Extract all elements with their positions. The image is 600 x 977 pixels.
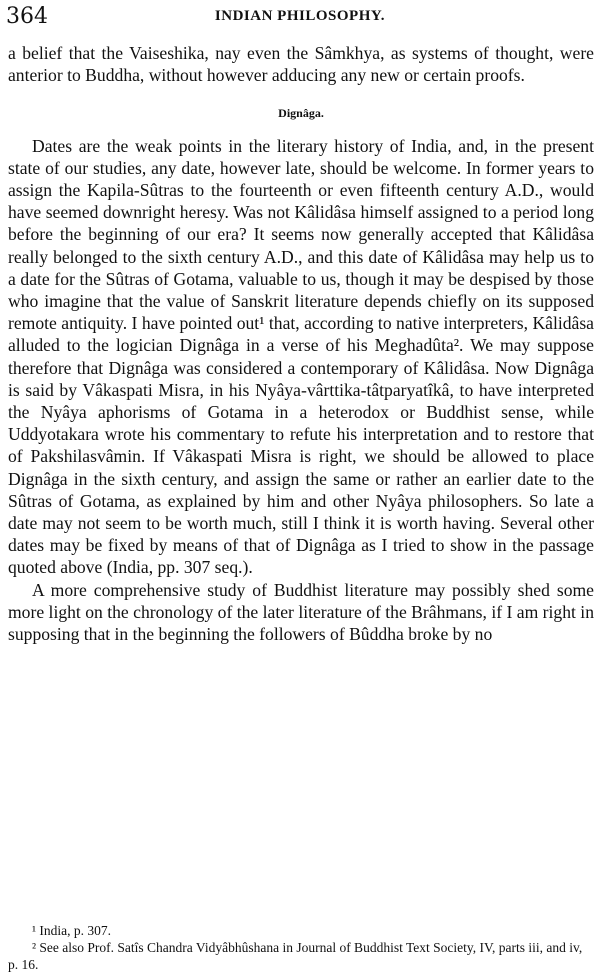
footnotes <box>8 922 594 973</box>
page-header <box>0 4 600 32</box>
section-heading: Dignâga. <box>278 106 324 121</box>
body-text <box>8 42 594 645</box>
page-number: 364 <box>6 4 48 29</box>
footnote-2: ² See also Prof. Satîs Chandra Vidyâbhûshana in Journal of Buddhist Text Society, IV, parts iii, and iv, p. 16. <box>8 940 583 972</box>
paragraph-2: A more comprehensive study of Buddhist literature may possibly shed some more light on the chronology of the later literature of the Brâhmans, if I am right in supposing that in the beginning the followers of Bûddha broke by no <box>8 579 594 645</box>
opening-paragraph: a belief that the Vaiseshika, nay even the Sâmkhya, as systems of thought, were anterior to Buddha, without however adducing any new or certain proofs. <box>8 43 594 86</box>
footnote-1: ¹ India, p. 307. <box>32 923 112 938</box>
running-head: INDIAN PHILOSOPHY. <box>214 8 386 24</box>
paragraph-1: Dates are the weak points in the literary history of India, and, in the present state of our studies, any date, however late, should be welcome. In former years to assign the Kapila-Sûtras to the fourteenth or even fifteenth century A.D., would have seemed downright heresy. Was not Kâlidâsa himself assigned to a period long before the beginning of our era? It seems now generally accepted that Kâlidâsa really belonged to the sixth century A.D., and this date of Kâlidâsa may help us to a date for the Sûtras of Gotama, valuable to us, though it may be despised by those who imagine that the value of Sanskrit literature depends chiefly on its supposed remote antiquity. I have pointed out¹ that, according to native interpreters, Kâlidâsa alluded to the logician Dignâga in a verse of his Meghadûta². We may suppose therefore that Dignâga was considered a contemporary of Kâlidâsa. Now Dignâga is said by Vâkaspati Misra, in his Nyâya-vârttika-tâtparyatîkâ, to have interpreted the Nyâya aphorisms of Gotama in a heterodox or Buddhist sense, while Uddyotakara wrote his commentary to refute his interpretation and to restore that of Pakshilasvâmin. If Vâkaspati Misra is right, we should be allowed to place Dignâga in the sixth century, and assign the same or rather an earlier date to the Sûtras of Gotama, as explained by him and other Nyâya philosophers. So late a date may not seem to be worth much, still I think it is worth having. Several other dates may be fixed by means of that of Dignâga as I tried to show in the passage quoted above (India, pp. 307 seq.). <box>8 135 594 578</box>
